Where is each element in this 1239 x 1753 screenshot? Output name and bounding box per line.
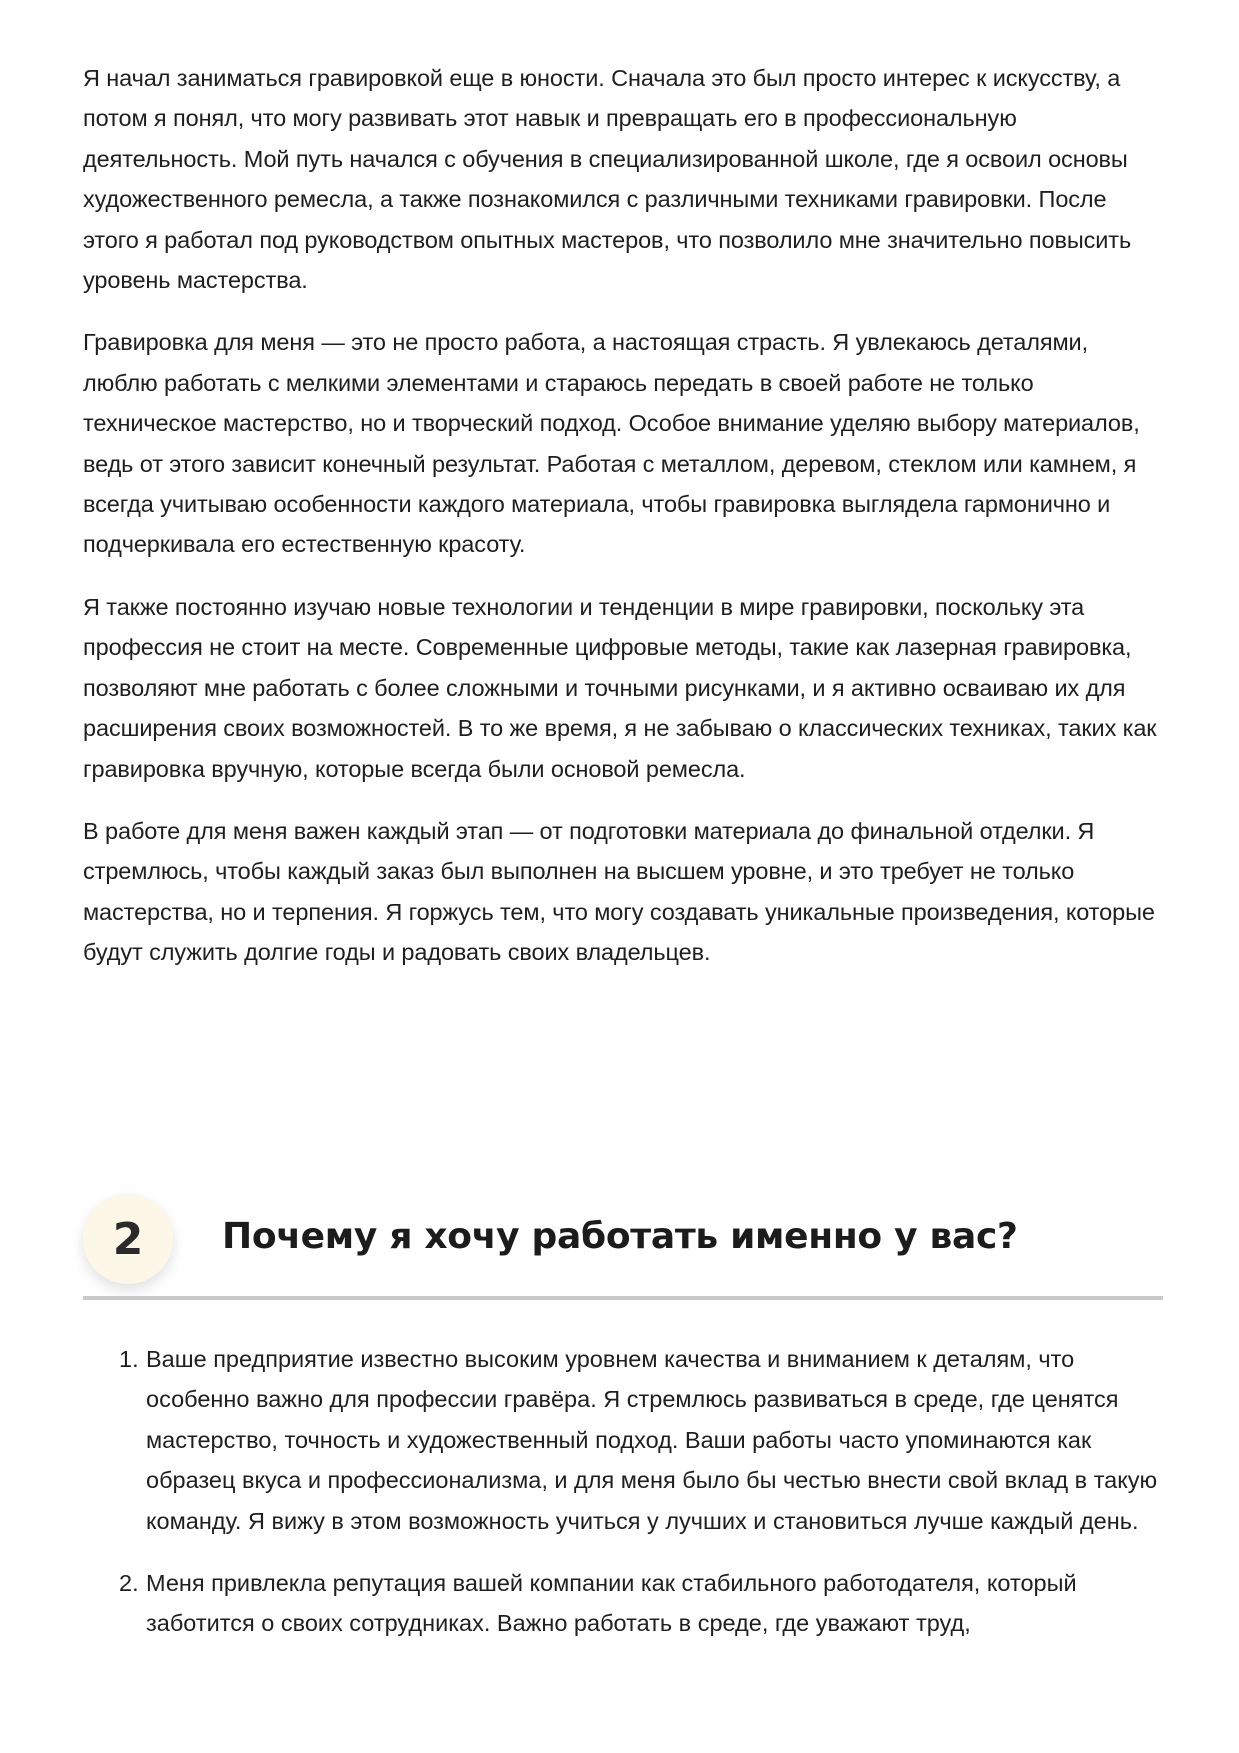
paragraph: В работе для меня важен каждый этап — от подготовки материала до финальной отделки. Я стремлюсь, чтобы каждый заказ был выполнен на высшем уровне, и это требует не только мастерства, но и терпения. Я горжусь тем, что могу создавать уникальные произведения, которые будут служить долгие годы и радовать своих владельцев. — [83, 817, 1155, 966]
paragraph: Гравировка для меня — это не просто работа, а настоящая страсть. Я увлекаюсь деталями, люблю работать с мелкими элементами и стараюсь передать в своей работе не только техническое мастерство, но и творческий подход. Особое внимание уделяю выбору материалов, ведь от этого зависит конечный результат. Работая с металлом, деревом, стеклом или камнем, я всегда учитываю особенности каждого материала, чтобы гравировка выглядела гармонично и подчеркивала его естественную красоту. — [83, 329, 1140, 558]
section-number-badge: 2 — [83, 1194, 173, 1284]
list-item-text: Ваше предприятие известно высоким уровнем качества и вниманием к деталям, что особенно важно для профессии гравёра. Я стремлюсь развиваться в среде, где ценятся мастерство, точность и художественный подход. Ваши работы часто упоминаются как образец вкуса и профессионализма, и для меня было бы честью внести свой вклад в такую команду. Я вижу в этом возможность учиться у лучших и становиться лучше каждый день. — [146, 1346, 1158, 1534]
list-item-text: Меня привлекла репутация вашей компании как стабильного работодателя, который заботится о своих сотрудниках. Важно работать в среде, где уважают труд, — [146, 1570, 1077, 1637]
section-title: Почему я хочу работать именно у вас? — [222, 1216, 1018, 1257]
reasons-list — [83, 1339, 1163, 1666]
section-header — [83, 1188, 1163, 1305]
list-item-number: 2. — [119, 1570, 139, 1597]
document-page — [83, 0, 1163, 1637]
list-item — [83, 1339, 1163, 1541]
intro-text — [83, 58, 1163, 973]
section-divider — [83, 1296, 1163, 1300]
list-item — [83, 1563, 1163, 1644]
list-item-number: 1. — [119, 1346, 139, 1372]
paragraph: Я начал заниматься гравировкой еще в юности. Сначала это был просто интерес к искусству, а потом я понял, что могу развивать этот навык и превращать его в профессиональную деятельность. Мой путь начался с обучения в специализированной школе, где я освоил основы художественного ремесла, а также познакомился с различными техниками гравировки. После этого я работал под руководством опытных мастеров, что позволило мне значительно повысить уровень мастерства. — [83, 65, 1132, 294]
paragraph: Я также постоянно изучаю новые технологии и тенденции в мире гравировки, поскольку эта профессия не стоит на месте. Современные цифровые методы, такие как лазерная гравировка, позволяют мне работать с более сложными и точными рисунками, и я активно осваиваю их для расширения своих возможностей. В то же время, я не забываю о классических техниках, таких как гравировка вручную, которые всегда были основой ремесла. — [83, 593, 1157, 782]
